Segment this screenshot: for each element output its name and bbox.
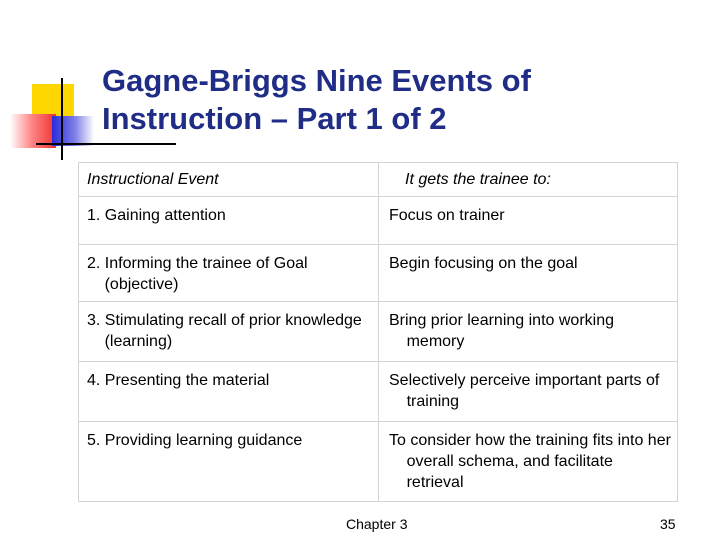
- slide-title-line-2: Instruction – Part 1 of 2: [102, 101, 447, 136]
- outcome-cell: Selectively perceive important parts of training: [379, 362, 678, 422]
- event-cell: 4. Presenting the material: [79, 362, 379, 422]
- table-row: [79, 302, 678, 362]
- table-row: [79, 362, 678, 422]
- outcome-cell: Focus on trainer: [379, 197, 678, 245]
- outcome-cell: To consider how the training fits into her overall schema, and facilitate retrieval: [379, 422, 678, 502]
- table-header-row: [79, 163, 678, 197]
- footer-page-number: 35: [660, 516, 676, 532]
- event-cell: 3. Stimulating recall of prior knowledge (learning): [79, 302, 379, 362]
- slide-title: [102, 62, 702, 138]
- header-cell-event: Instructional Event: [79, 163, 379, 197]
- outcome-cell: Begin focusing on the goal: [379, 245, 678, 302]
- table-row: [79, 245, 678, 302]
- outcome-cell: Bring prior learning into working memory: [379, 302, 678, 362]
- header-cell-outcome: It gets the trainee to:: [379, 163, 678, 197]
- event-cell: 2. Informing the trainee of Goal (objective): [79, 245, 379, 302]
- table-row: [79, 422, 678, 502]
- decorative-vertical-line: [61, 78, 63, 160]
- events-table: [78, 162, 678, 502]
- table-row: [79, 197, 678, 245]
- decorative-blue-bar: [52, 116, 94, 146]
- event-cell: 1. Gaining attention: [79, 197, 379, 245]
- event-cell: 5. Providing learning guidance: [79, 422, 379, 502]
- footer-chapter: Chapter 3: [346, 516, 408, 532]
- slide-title-line-1: Gagne-Briggs Nine Events of: [102, 63, 531, 98]
- decorative-horizontal-line: [36, 143, 176, 145]
